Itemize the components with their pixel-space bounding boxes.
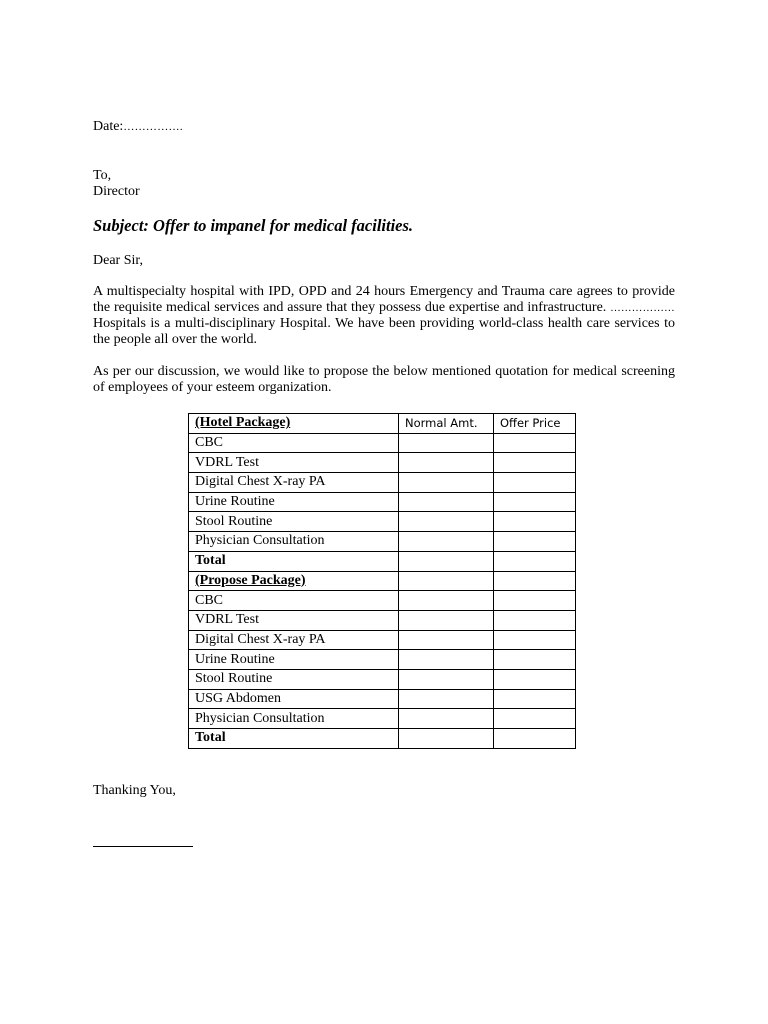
- recipient-name: Director: [93, 184, 140, 199]
- row-offer-price-cell[interactable]: [494, 630, 576, 650]
- row-normal-amount-cell[interactable]: [399, 512, 494, 532]
- table-row: [189, 433, 576, 453]
- subject-line: Subject: Offer to impanel for medical facilities.: [93, 216, 414, 235]
- table-row: [189, 591, 576, 611]
- table-row: [189, 650, 576, 670]
- row-offer-price-cell[interactable]: [494, 551, 576, 571]
- row-item-label: Digital Chest X-ray PA: [189, 630, 399, 650]
- row-offer-price-cell[interactable]: [494, 571, 576, 591]
- row-offer-price-cell[interactable]: [494, 591, 576, 611]
- row-normal-amount-cell[interactable]: [399, 669, 494, 689]
- row-offer-price-cell[interactable]: [494, 669, 576, 689]
- row-offer-price-cell[interactable]: [494, 492, 576, 512]
- row-item-label: CBC: [189, 433, 399, 453]
- row-item-label: CBC: [189, 591, 399, 611]
- row-offer-price-cell[interactable]: [494, 433, 576, 453]
- row-item-label: Urine Routine: [189, 492, 399, 512]
- row-normal-amount-cell[interactable]: [399, 689, 494, 709]
- row-normal-amount-cell[interactable]: [399, 473, 494, 493]
- row-offer-price-cell[interactable]: [494, 473, 576, 493]
- closing-text: Thanking You,: [93, 783, 176, 798]
- row-offer-price-cell[interactable]: [494, 453, 576, 473]
- row-normal-amount-cell[interactable]: [399, 709, 494, 729]
- date-line: [93, 119, 183, 135]
- row-normal-amount-cell[interactable]: [399, 551, 494, 571]
- table-row: [189, 492, 576, 512]
- table-row: [189, 532, 576, 552]
- row-item-label: Stool Routine: [189, 512, 399, 532]
- row-normal-amount-cell[interactable]: [399, 433, 494, 453]
- row-item-label: Digital Chest X-ray PA: [189, 473, 399, 493]
- row-offer-price-cell[interactable]: [494, 729, 576, 749]
- table-row: [189, 729, 576, 749]
- table-row: [189, 512, 576, 532]
- row-item-label: Total: [189, 551, 399, 571]
- row-normal-amount-cell[interactable]: [399, 650, 494, 670]
- row-normal-amount-cell[interactable]: [399, 630, 494, 650]
- intro-paragraph-text-1: A multispecialty hospital with IPD, OPD and 24 hours Emergency and Trauma care agrees to provide the requisite medical services and assure that they possess due expertise and infrastructure.: [93, 284, 675, 315]
- row-item-label: Physician Consultation: [189, 709, 399, 729]
- to-label: To,: [93, 168, 112, 183]
- row-normal-amount-cell[interactable]: [399, 729, 494, 749]
- table-row: [189, 610, 576, 630]
- column-header-offer-price: Offer Price: [494, 414, 576, 434]
- table-row: [189, 453, 576, 473]
- row-item-label: (Propose Package): [189, 571, 399, 591]
- row-normal-amount-cell[interactable]: [399, 453, 494, 473]
- table-row: [189, 473, 576, 493]
- row-item-label: Urine Routine: [189, 650, 399, 670]
- table-header-row: [189, 414, 576, 434]
- row-offer-price-cell[interactable]: [494, 610, 576, 630]
- row-offer-price-cell[interactable]: [494, 709, 576, 729]
- row-normal-amount-cell[interactable]: [399, 610, 494, 630]
- date-label: Date:: [93, 119, 124, 134]
- row-item-label: VDRL Test: [189, 610, 399, 630]
- row-item-label: VDRL Test: [189, 453, 399, 473]
- table-row: [189, 669, 576, 689]
- table-row: [189, 630, 576, 650]
- quotation-table: [188, 413, 576, 749]
- row-normal-amount-cell[interactable]: [399, 571, 494, 591]
- column-header-package: (Hotel Package): [189, 414, 399, 434]
- row-normal-amount-cell[interactable]: [399, 591, 494, 611]
- row-normal-amount-cell[interactable]: [399, 532, 494, 552]
- signature-line: [93, 846, 193, 847]
- table-row: [189, 689, 576, 709]
- table-row: [189, 551, 576, 571]
- row-normal-amount-cell[interactable]: [399, 492, 494, 512]
- intro-paragraph-text-2: Hospitals is a multi-disciplinary Hospital. We have been providing world-class health care services to the people all over the world.: [93, 316, 675, 347]
- row-offer-price-cell[interactable]: [494, 532, 576, 552]
- intro-paragraph: [93, 284, 675, 347]
- proposal-paragraph: As per our discussion, we would like to propose the below mentioned quotation for medical screening of employees of your esteem organization.: [93, 364, 675, 395]
- row-offer-price-cell[interactable]: [494, 689, 576, 709]
- hospital-name-placeholder-dots: ………………: [610, 302, 675, 314]
- row-item-label: USG Abdomen: [189, 689, 399, 709]
- row-item-label: Physician Consultation: [189, 532, 399, 552]
- date-placeholder-dots: …………….: [123, 121, 183, 133]
- table-row: [189, 571, 576, 591]
- row-item-label: Total: [189, 729, 399, 749]
- row-item-label: Stool Routine: [189, 669, 399, 689]
- table-row: [189, 709, 576, 729]
- row-offer-price-cell[interactable]: [494, 650, 576, 670]
- row-offer-price-cell[interactable]: [494, 512, 576, 532]
- column-header-normal-amount: Normal Amt.: [399, 414, 494, 434]
- salutation: Dear Sir,: [93, 253, 143, 268]
